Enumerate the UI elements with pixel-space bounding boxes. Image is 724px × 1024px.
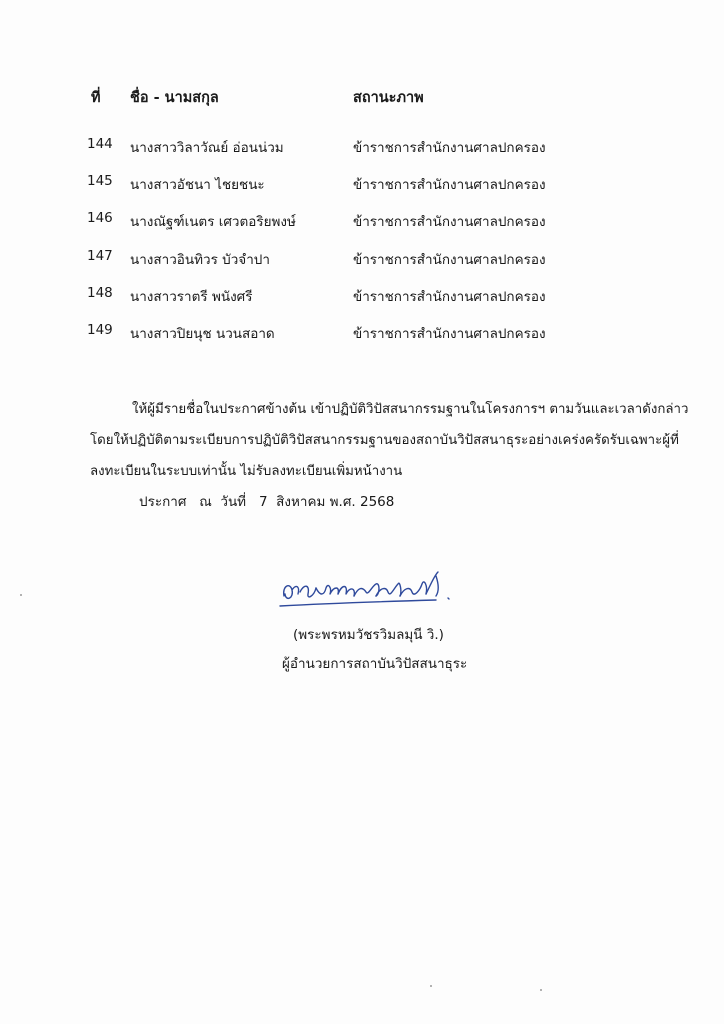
- scan-speck: [540, 989, 542, 991]
- row-status: ข้าราชการสำนักงานศาลปกครอง: [353, 288, 546, 305]
- row-status: ข้าราชการสำนักงานศาลปกครอง: [353, 214, 546, 231]
- table-row: [0, 173, 724, 210]
- row-number: 148: [87, 284, 113, 301]
- header-name: ชื่อ - นามสกุล: [130, 90, 219, 106]
- row-name: นางสาวอัชนา ไชยชนะ: [130, 177, 265, 194]
- row-number: 147: [87, 247, 113, 264]
- row-name: นางณัฐฑ์เนตร เศวตอริยพงษ์: [130, 214, 296, 231]
- paragraph-line: ให้ผู้มีรายชื่อในประกาศข้างต้น เข้าปฏิบัติวิปัสสนากรรมฐานในโครงการฯ ตามวันและเวลาดังกล่าว: [132, 402, 689, 417]
- handwritten-signature: [276, 566, 462, 614]
- scan-speck: [20, 594, 22, 596]
- row-status: ข้าราชการสำนักงานศาลปกครอง: [353, 325, 546, 342]
- row-status: ข้าราชการสำนักงานศาลปกครอง: [353, 251, 546, 268]
- paragraph-line: ลงทะเบียนในระบบเท่านั้น ไม่รับลงทะเบียนเพิ่มหน้างาน: [90, 464, 403, 479]
- row-name: นางสาวอินทิวร บัวจำปา: [130, 251, 270, 268]
- signer-name: (พระพรหมวัชรวิมลมุนี วิ.): [293, 627, 444, 643]
- row-number: 145: [87, 173, 113, 190]
- announcement-date: ประกาศ ณ วันที่ 7 สิงหาคม พ.ศ. 2568: [139, 494, 395, 510]
- row-name: นางสาวราตรี พนังศรี: [130, 288, 253, 305]
- row-name: นางสาววิลาวัณย์ อ่อนน่วม: [130, 140, 284, 156]
- table-header: [0, 86, 724, 108]
- row-status: ข้าราชการสำนักงานศาลปกครอง: [353, 177, 546, 194]
- table-row: [0, 210, 724, 247]
- table-row: [0, 248, 724, 285]
- table-row: [0, 136, 724, 173]
- header-number: ที่: [91, 90, 101, 106]
- row-name: นางสาวปิยนุช นวนสอาด: [130, 325, 275, 342]
- header-status: สถานะภาพ: [353, 90, 424, 106]
- table-body: [0, 136, 724, 359]
- scan-speck: [430, 985, 432, 987]
- table-row: [0, 285, 724, 322]
- table-row: [0, 322, 724, 359]
- row-number: 149: [87, 321, 113, 338]
- row-number: 146: [87, 210, 113, 227]
- signer-title: ผู้อำนวยการสถาบันวิปัสสนาธุระ: [282, 656, 468, 672]
- paragraph-line: โดยให้ปฏิบัติตามระเบียบการปฏิบัติวิปัสสนากรรมฐานของสถาบันวิปัสสนาธุระอย่างเคร่งครัดรับเฉพาะผู้ที่: [90, 433, 679, 448]
- instruction-paragraph: [90, 394, 689, 487]
- row-number: 144: [87, 136, 113, 152]
- row-status: ข้าราชการสำนักงานศาลปกครอง: [353, 140, 546, 156]
